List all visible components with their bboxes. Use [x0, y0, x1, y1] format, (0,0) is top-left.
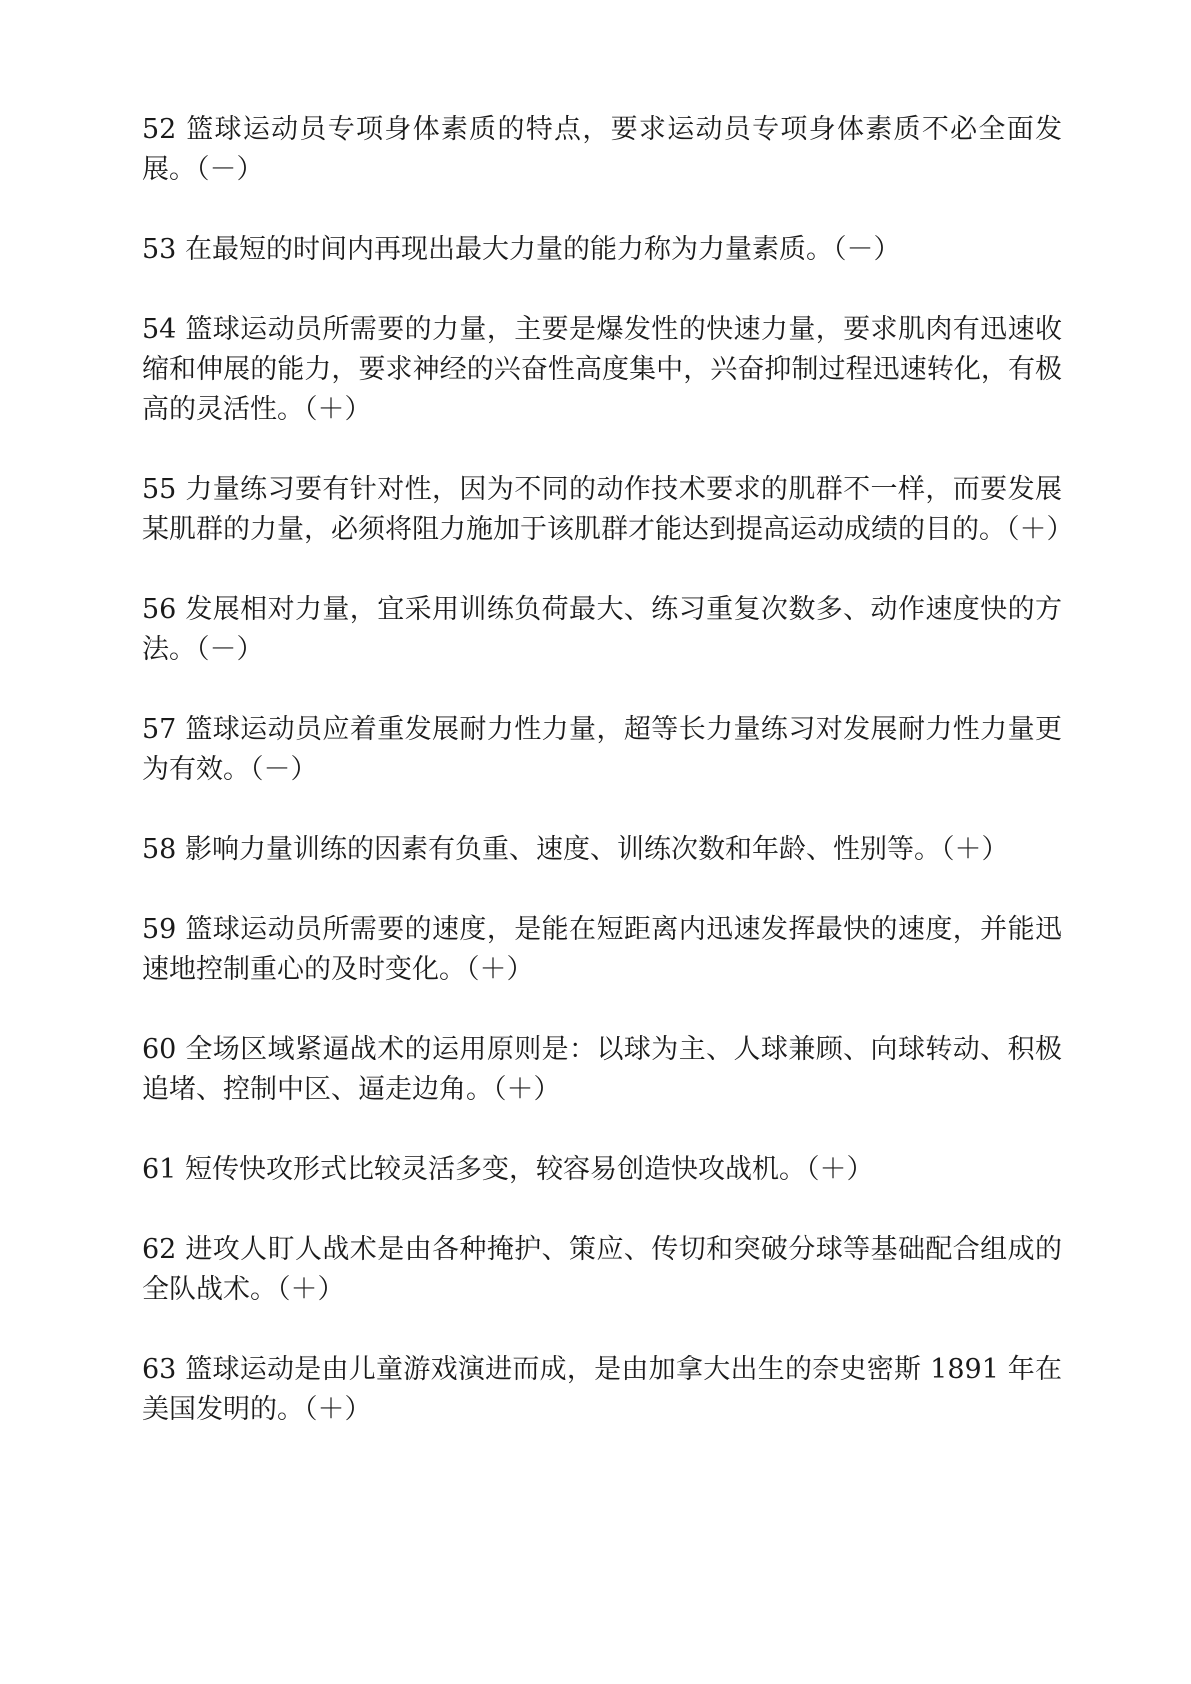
document-body — [142, 110, 1074, 1470]
question-53: 53 在最短的时间内再现出最大力量的能力称为力量素质。（－） — [142, 234, 901, 265]
question-54: 54 篮球运动员所需要的力量，主要是爆发性的快速力量，要求肌肉有迅速收缩和伸展的能力，要求神经的兴奋性高度集中，兴奋抑制过程迅速转化，有极高的灵活性。（＋） — [142, 314, 1062, 425]
question-52: 52 篮球运动员专项身体素质的特点，要求运动员专项身体素质不必全面发展。（－） — [142, 114, 1062, 185]
question-57: 57 篮球运动员应着重发展耐力性力量，超等长力量练习对发展耐力性力量更为有效。（－） — [142, 714, 1062, 785]
question-56: 56 发展相对力量，宜采用训练负荷最大、练习重复次数多、动作速度快的方法。（－） — [142, 594, 1062, 665]
question-61: 61 短传快攻形式比较灵活多变，较容易创造快攻战机。（＋） — [142, 1154, 874, 1185]
question-58: 58 影响力量训练的因素有负重、速度、训练次数和年龄、性别等。（＋） — [142, 834, 1009, 865]
question-60: 60 全场区域紧逼战术的运用原则是：以球为主、人球兼顾、向球转动、积极追堵、控制中区、逼走边角。（＋） — [142, 1034, 1062, 1105]
question-59: 59 篮球运动员所需要的速度，是能在短距离内迅速发挥最快的速度，并能迅速地控制重心的及时变化。（＋） — [142, 914, 1062, 985]
question-62: 62 进攻人盯人战术是由各种掩护、策应、传切和突破分球等基础配合组成的全队战术。（＋） — [142, 1234, 1062, 1305]
question-55: 55 力量练习要有针对性，因为不同的动作技术要求的肌群不一样，而要发展某肌群的力量，必须将阻力施加于该肌群才能达到提高运动成绩的目的。（＋） — [142, 474, 1074, 545]
question-63: 63 篮球运动是由儿童游戏演进而成，是由加拿大出生的奈史密斯 1891 年在美国发明的。（＋） — [142, 1354, 1062, 1425]
